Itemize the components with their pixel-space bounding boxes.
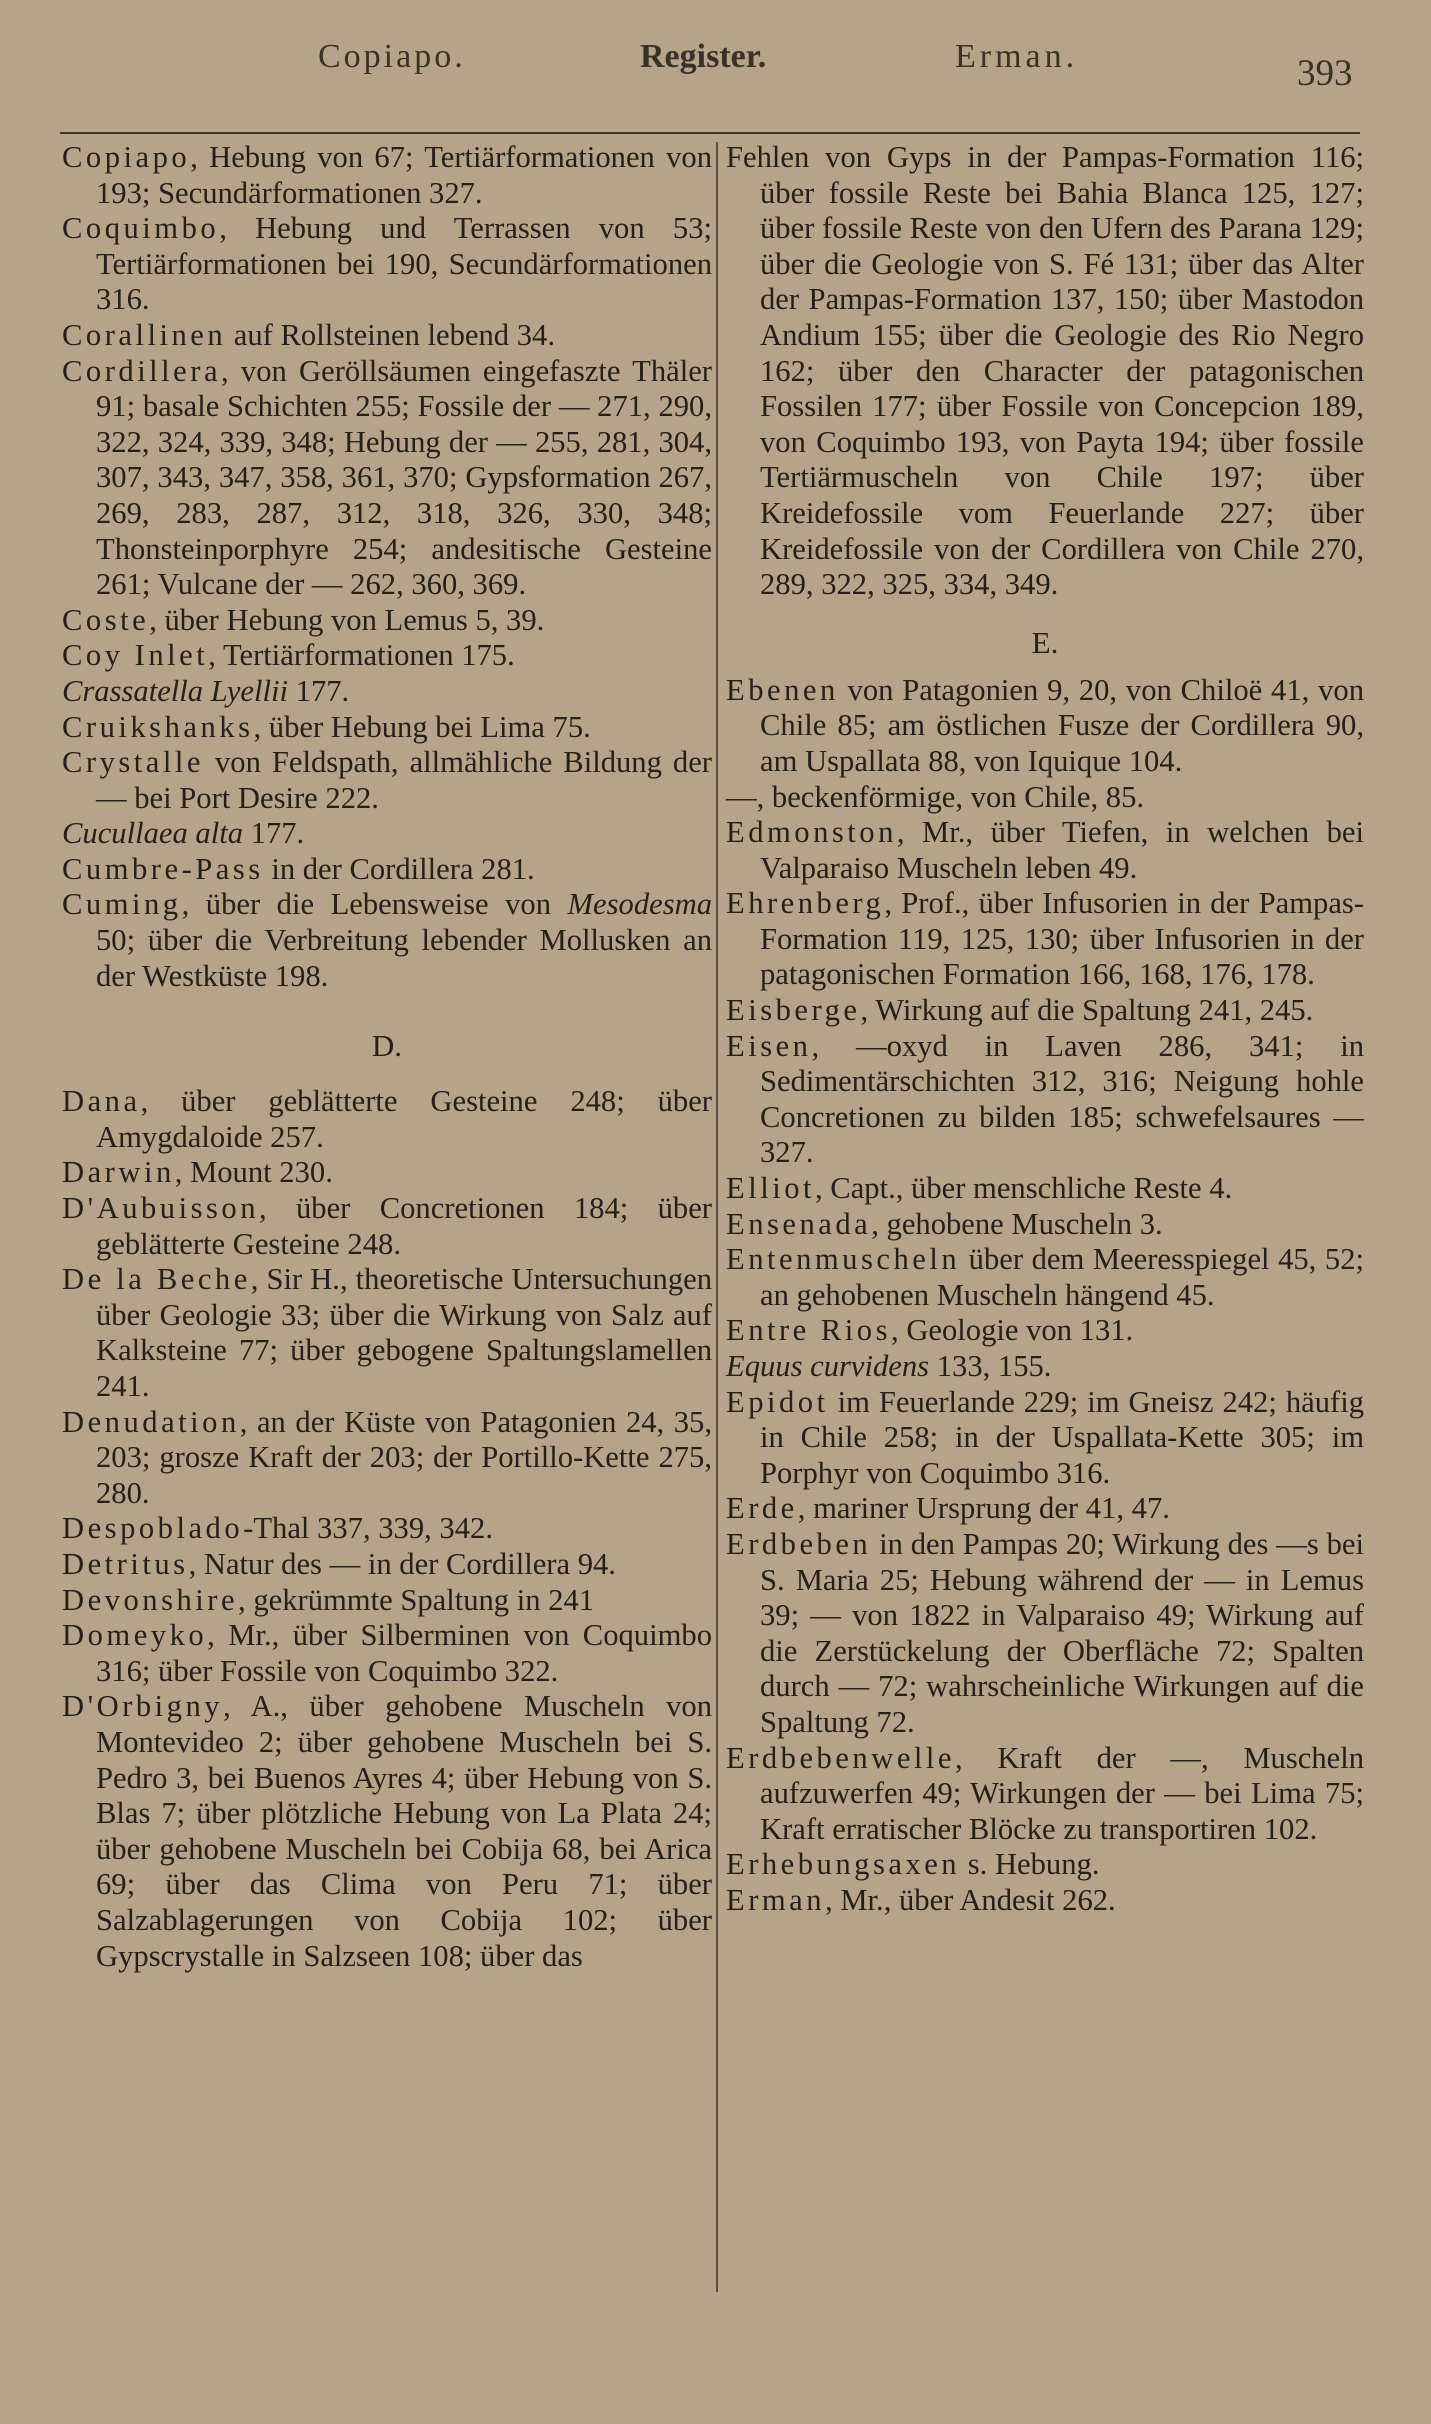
entry-keyword: Copiapo: [62, 140, 191, 174]
entry-keyword: D'Aubuisson: [62, 1191, 259, 1226]
entry-keyword: Dana: [62, 1084, 141, 1119]
entry-text: , —oxyd in Laven 286, 341; in Sedimentärschichten 312, 316; Neigung hohle Concretionen zu bilden 185; schwefelsaures — 327.: [760, 1028, 1364, 1170]
entry-keyword: De la Beche: [62, 1262, 251, 1297]
entry-keyword: Corallinen: [62, 317, 227, 352]
index-entry: [62, 1262, 712, 1404]
entry-keyword: Detritus: [62, 1546, 189, 1581]
entry-keyword: Erdbebenwelle: [726, 1740, 955, 1775]
entry-text: 177.: [243, 816, 305, 851]
entry-text: , gekrümmte Spaltung in 241: [238, 1582, 595, 1617]
entry-italic-term: Mesodesma: [567, 887, 712, 922]
index-entry: [62, 1583, 712, 1619]
index-entry: [726, 815, 1364, 886]
entry-keyword: Crystalle: [62, 745, 204, 780]
index-entry: [726, 993, 1364, 1029]
entry-text: im Feuerlande 229; im Gneisz 242; häufig in Chile 258; in der Uspallata-Kette 305; im Porphyr von Coquimbo 316.: [760, 1384, 1364, 1490]
entry-text: s. Hebung.: [960, 1847, 1100, 1882]
index-entry: [726, 1741, 1364, 1848]
entry-keyword: Denudation: [62, 1404, 240, 1439]
entry-keyword: Erhebungsaxen: [726, 1847, 961, 1882]
page-number: 393: [1297, 53, 1353, 94]
index-entry: [726, 1242, 1364, 1313]
index-entry: [726, 1207, 1364, 1243]
index-entry: [62, 1155, 712, 1191]
entry-keyword-italic: Crassatella Lyellii: [62, 673, 289, 708]
running-head-left: Copiapo.: [318, 38, 466, 75]
entry-keyword: Ehrenberg: [726, 886, 885, 921]
entry-keyword: Cordillera: [62, 353, 222, 388]
entry-keyword: Domeyko: [62, 1618, 208, 1653]
index-entry: [62, 1689, 712, 1974]
running-head-right: Erman.: [955, 38, 1079, 75]
entry-text: , Sir H., theoretische Untersuchungen über Geologie 33; über die Wirkung von Salz auf Kalksteine 77; über gebogene Spaltungslamellen 241.: [96, 1262, 712, 1403]
entry-text: 177.: [288, 673, 350, 708]
entry-text: von Patagonien 9, 20, von Chiloë 41, von Chile 85; am östlichen Fusze der Cordillera 90, am Uspallata 88, von Iquique 104.: [760, 672, 1364, 778]
entry-keyword: Cuming: [62, 887, 182, 922]
index-entry: [62, 745, 712, 816]
entry-keyword: Cruikshanks: [62, 709, 254, 744]
index-entry: [726, 140, 1364, 603]
entry-keyword: Erman: [726, 1882, 826, 1917]
entry-keyword: Devonshire: [62, 1582, 239, 1617]
index-entry: [62, 638, 712, 674]
index-entry: [726, 1847, 1364, 1883]
section-letter: E.: [1031, 624, 1059, 660]
entry-keyword: Darwin: [62, 1155, 175, 1190]
index-entry: [726, 1349, 1364, 1385]
entry-text: —, beckenförmige, von Chile, 85.: [726, 779, 1145, 814]
entry-keyword: Eisen: [726, 1028, 812, 1063]
header-rule: [60, 132, 1360, 134]
index-entry: [62, 1084, 712, 1155]
index-entry: [726, 1527, 1364, 1741]
index-entry: [62, 710, 712, 746]
entry-keyword: Epidot: [726, 1384, 829, 1419]
index-entry: [62, 674, 712, 710]
entry-keyword: Entre Rios: [726, 1313, 892, 1348]
index-entry: [726, 673, 1364, 780]
entry-keyword: Entenmuscheln: [726, 1242, 961, 1277]
entry-keyword: Erde: [726, 1491, 798, 1526]
column-divider: [716, 142, 718, 2292]
entry-text: -Thal 337, 339, 342.: [243, 1511, 493, 1546]
entry-text: , A., über gehobene Muscheln von Montevideo 2; über gehobene Muscheln bei S. Pedro 3, bei Buenos Ayres 4; über Hebung von S. Blas 7; über plötzliche Hebung von La Plata 24; über gehobene Muscheln bei Cobija 68, bei Arica 69; über das Clima von Peru 71; über Salzablagerungen von Cobija 102; über Gypscrystalle in Salzseen 108; über das: [96, 1689, 712, 1973]
index-entry: [62, 354, 712, 603]
entry-text: , Hebung von 67; Tertiärformationen von 193; Secundärformationen 327.: [96, 140, 712, 210]
entry-text: , von Geröllsäumen eingefaszte Thäler 91; basale Schichten 255; Fossile der — 271, 290, 322, 324, 339, 348; Hebung der — 255, 281, 304, 307, 343, 347, 358, 361, 370; Gypsformation 267, 269, 283, 287, 312, 318, 326, 330, 348; Thonsteinporphyre 254; andesitische Gesteine 261; Vulcane der — 262, 360, 369.: [96, 353, 712, 602]
entry-keyword: Coy Inlet: [62, 638, 209, 673]
entry-text: , über Hebung bei Lima 75.: [253, 709, 591, 744]
running-head-title: Register.: [640, 38, 767, 75]
entry-text: 50; über die Verbreitung lebender Mollusken an der Westküste 198.: [96, 923, 712, 993]
entry-text: , an der Küste von Patagonien 24, 35, 203; grosze Kraft der 203; der Portillo-Kette 275, 280.: [96, 1404, 712, 1510]
index-entry: [62, 318, 712, 354]
entry-keyword: Elliot: [726, 1171, 815, 1206]
entry-keyword: Edmonston: [726, 815, 897, 850]
entry-keyword-italic: Equus curvidens: [726, 1349, 930, 1383]
index-entry: [62, 1511, 712, 1547]
entry-keyword: Despoblado: [62, 1511, 244, 1546]
index-entry: [62, 1405, 712, 1512]
index-entry: [62, 603, 712, 639]
entry-text: von Feldspath, allmähliche Bildung der — bei Port Desire 222.: [96, 745, 712, 815]
index-entry: [62, 852, 712, 888]
index-entry: [62, 1547, 712, 1583]
entry-text: 133, 155.: [929, 1349, 1052, 1383]
entry-text: in den Pampas 20; Wirkung des —s bei S. Maria 25; Hebung während der — in Lemus 39; — von 1822 in Valparaiso 49; Wirkung auf die Zerstückelung der Oberfläche 72; Spalten durch — 72; wahrscheinliche Wirkungen auf die Spaltung 72.: [760, 1526, 1364, 1739]
entry-text: über dem Meeresspiegel 45, 52; an gehobenen Muscheln hängend 45.: [760, 1242, 1364, 1312]
entry-keyword: Coquimbo: [62, 211, 220, 246]
entry-keyword: Coste: [62, 602, 150, 637]
entry-text: , Geologie von 131.: [891, 1313, 1134, 1348]
entry-keyword: Ensenada: [726, 1206, 872, 1241]
entry-text: , Kraft der —, Muscheln aufzuwerfen 49; Wirkungen der — bei Lima 75; Kraft erratischer Blöcke zu transportiren 102.: [760, 1740, 1364, 1846]
index-entry: [62, 1618, 712, 1689]
entry-text: , Mr., über Andesit 262.: [825, 1882, 1116, 1917]
entry-text: , Wirkung auf die Spaltung 241, 245.: [860, 993, 1314, 1028]
entry-keyword-italic: Cucullaea alta: [62, 816, 243, 851]
entry-text: , Mount 230.: [174, 1155, 333, 1190]
entry-text: , Natur des — in der Cordillera 94.: [188, 1546, 616, 1581]
index-entry: [726, 1883, 1364, 1919]
index-column-right: [726, 140, 1364, 1919]
entry-text: , Mr., über Tiefen, in welchen bei Valparaiso Muscheln leben 49.: [760, 815, 1364, 885]
index-entry: [62, 816, 712, 852]
index-entry: [726, 1313, 1364, 1349]
entry-text: in der Cordillera 281.: [263, 851, 535, 886]
entry-text: , Tertiärformationen 175.: [208, 638, 515, 673]
index-entry: [62, 211, 712, 318]
entry-text: , über geblätterte Gesteine 248; über Amygdaloide 257.: [96, 1084, 712, 1154]
index-column-left: [62, 140, 712, 1974]
entry-keyword: Eisberge: [726, 993, 861, 1028]
index-entry: [726, 1171, 1364, 1207]
index-entry: [726, 1385, 1364, 1492]
index-entry: [726, 780, 1364, 816]
entry-text: , Prof., über Infusorien in der Pampas-Formation 119, 125, 130; über Infusorien in der patagonischen Formation 166, 168, 176, 178.: [760, 886, 1364, 992]
entry-text: auf Rollsteinen lebend 34.: [226, 317, 555, 352]
entry-text: , Hebung und Terrassen von 53; Tertiärformationen bei 190, Secundärformationen 316.: [96, 211, 712, 317]
entry-text: , über Hebung von Lemus 5, 39.: [149, 602, 545, 637]
index-entry: [62, 1191, 712, 1262]
entry-text: , Capt., über menschliche Reste 4.: [815, 1171, 1233, 1206]
section-letter: D.: [371, 1028, 403, 1064]
entry-text: , Mr., über Silberminen von Coquimbo 316; über Fossile von Coquimbo 322.: [96, 1618, 712, 1688]
entry-keyword: Ebenen: [726, 672, 839, 707]
entry-text: , über die Lebensweise von: [181, 887, 568, 922]
entry-text: , über Concretionen 184; über geblätterte Gesteine 248.: [96, 1191, 712, 1261]
entry-keyword: D'Orbigny: [62, 1689, 224, 1724]
index-entry: [726, 1029, 1364, 1171]
index-entry: [62, 140, 712, 211]
entry-text: , mariner Ursprung der 41, 47.: [797, 1491, 1170, 1526]
entry-keyword: Erdbeben: [726, 1526, 872, 1561]
entry-text: , gehobene Muscheln 3.: [871, 1206, 1163, 1241]
index-entry: [726, 1491, 1364, 1527]
entry-text: Fehlen von Gyps in der Pampas-Formation 116; über fossile Reste bei Bahia Blanca 125, 127; über fossile Reste von den Ufern des Parana 129; über die Geologie von S. Fé 131; über das Alter der Pampas-Formation 137, 150; über Mastodon Andium 155; über die Geologie des Rio Negro 162; über den Character der patagonischen Fossilen 177; über Fossile von Concepcion 189, von Coquimbo 193, von Payta 194; über fossile Tertiärmuscheln von Chile 197; über Kreidefossile vom Feuerlande 227; über Kreidefossile von der Cordillera von Chile 270, 289, 322, 325, 334, 349.: [726, 140, 1364, 602]
index-entry: [62, 887, 712, 994]
entry-keyword: Cumbre-Pass: [62, 851, 264, 886]
index-entry: [726, 886, 1364, 993]
